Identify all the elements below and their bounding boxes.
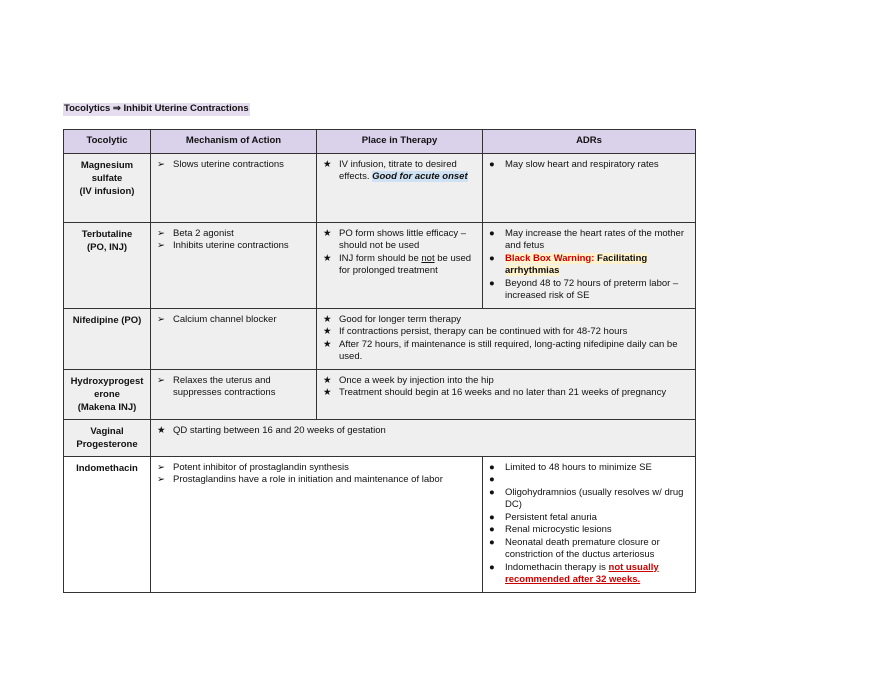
tocolytics-table [63, 129, 696, 593]
drug-name: Nifedipine (PO) [64, 308, 151, 369]
list-item: ● [489, 474, 495, 485]
adr-cell [483, 153, 696, 222]
table-row [64, 419, 696, 456]
list-item: ● Limited to 48 hours to minimize SE [489, 461, 652, 473]
table-row [64, 308, 696, 369]
list-item: ● Neonatal death premature closure or constriction of the ductus arteriosus [489, 536, 660, 560]
list-item: ● Oligohydramnios (usually resolves w/ drug DC) [489, 486, 684, 510]
list-item: ★ If contractions persist, therapy can be continued with for 48-72 hours [323, 326, 628, 337]
place-cell [317, 369, 696, 419]
table-row [64, 456, 696, 592]
table-row [64, 153, 696, 222]
adr-cell [483, 222, 696, 308]
header-moa: Mechanism of Action [151, 130, 317, 154]
list-item: ● May slow heart and respiratory rates [489, 158, 659, 170]
drug-name: Vaginal Progesterone [64, 419, 151, 456]
list-item: ★ PO form shows little efficacy –should not be used [323, 227, 467, 251]
list-item: ● Black Box Warning: Facilitating arrhythmias [489, 252, 648, 276]
drug-name: Magnesium sulfate (IV infusion) [64, 153, 151, 222]
place-cell [317, 222, 483, 308]
list-item: ★ Treatment should begin at 16 weeks and no later than 21 weeks of pregnancy [323, 387, 667, 398]
list-item: ★ QD starting between 16 and 20 weeks of gestation [157, 424, 386, 436]
page-title: Tocolytics ⇒ Inhibit Uterine Contractions [64, 103, 249, 114]
list-item: ➢ Potent inhibitor of prostaglandin synthesis [157, 461, 349, 473]
moa-cell [151, 308, 317, 369]
moa-cell [151, 153, 317, 222]
list-item: ★ Good for longer term therapy [323, 313, 461, 325]
list-item: ➢ Slows uterine contractions [157, 158, 284, 170]
header-adrs: ADRs [483, 130, 696, 154]
list-item: ★ INJ form should be not be used for prolonged treatment [323, 252, 472, 276]
table-row [64, 222, 696, 308]
list-item: ● Persistent fetal anuria [489, 511, 597, 523]
list-item: ➢ Prostaglandins have a role in initiation and maintenance of labor [157, 474, 443, 485]
place-cell [151, 419, 696, 456]
list-item: ● May increase the heart rates of the mother and fetus [489, 227, 685, 251]
header-row [64, 130, 696, 154]
list-item: ➢ Inhibits uterine contractions [157, 240, 289, 251]
moa-cell [151, 369, 317, 419]
drug-name: Hydroxyprogest erone (Makena INJ) [64, 369, 151, 419]
list-item: ➢ Relaxes the uterus and suppresses contractions [157, 374, 276, 398]
list-item: ● Renal microcystic lesions [489, 524, 612, 535]
place-cell [317, 153, 483, 222]
list-item: ★ Once a week by injection into the hip [323, 374, 494, 386]
table-row [64, 369, 696, 419]
drug-name: Terbutaline (PO, INJ) [64, 222, 151, 308]
list-item: ● Beyond 48 to 72 hours of preterm labor – increased risk of SE [489, 277, 679, 301]
list-item: ➢ Calcium channel blocker [157, 313, 277, 325]
moa-cell [151, 222, 317, 308]
list-item: ★ IV infusion, titrate to desired effects. Good for acute onset [323, 158, 468, 182]
moa-cell [151, 456, 483, 592]
list-item: ★ After 72 hours, if maintenance is still required, long-acting nifedipine daily can be used. [323, 338, 678, 362]
list-item: ➢ Beta 2 agonist [157, 227, 234, 239]
list-item: ● Indomethacin therapy is not usually recommended after 32 weeks. [489, 561, 659, 585]
header-tocolytic: Tocolytic [64, 130, 151, 154]
adr-cell [483, 456, 696, 592]
drug-name: Indomethacin [64, 456, 151, 592]
header-place: Place in Therapy [317, 130, 483, 154]
place-cell [317, 308, 696, 369]
